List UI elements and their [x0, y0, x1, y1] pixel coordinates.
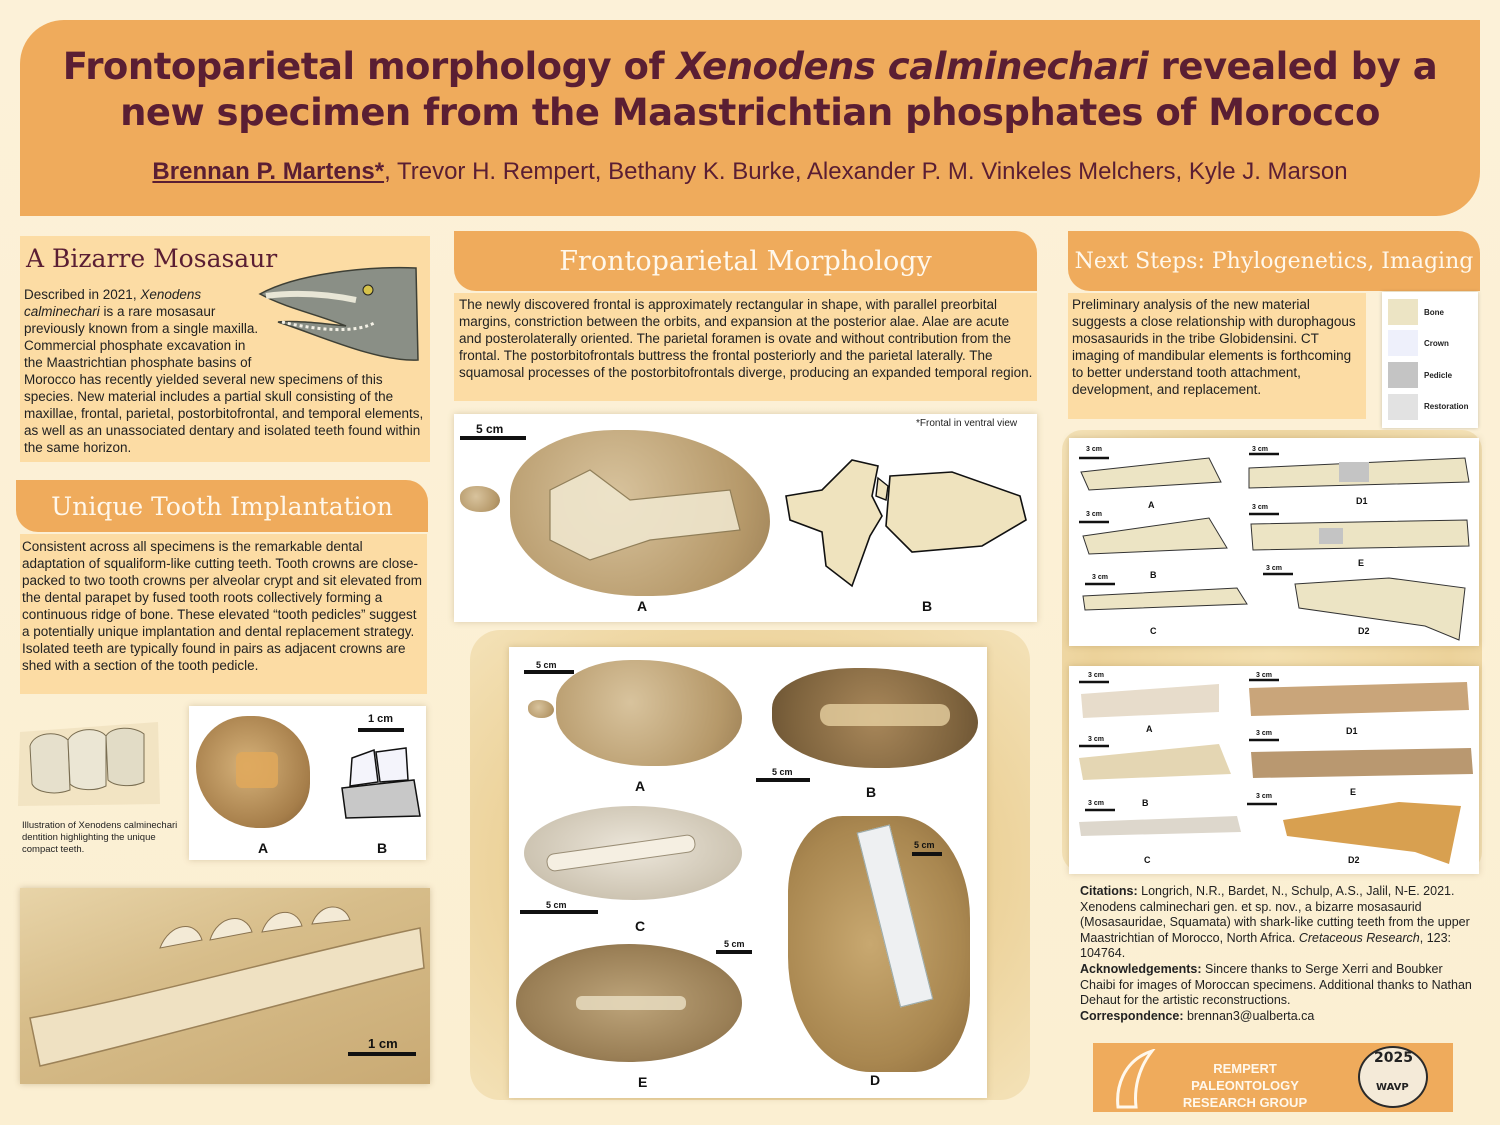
- specimen-c-scale-bar: [520, 910, 598, 914]
- jaw-photo-scale-6: 3 cm: [1256, 793, 1272, 800]
- tooth-body: Consistent across all specimens is the remarkable dental adaptation of squaliform-like cutting teeth. Tooth crowns are close-packed to two tooth crowns per alveolar crypt and sit elevated from the dental parapet by fused tooth roots collectively forming a continuous ridge of bone. These elevated “tooth pedicles” suggest a potentially unique implantation and dental replacement strategy. Isolated teeth are typically found in pairs as adjacent crowns are shed with a section of the tooth pedicle.: [22, 539, 422, 673]
- jaw-diagram-label-b: B: [1150, 570, 1157, 580]
- legend-swatch-restoration: [1388, 394, 1418, 420]
- legend-label-pedicle: Pedicle: [1424, 371, 1453, 380]
- bizarre-heading: A Bizarre Mosasaur: [26, 244, 278, 273]
- jaw-photo-scale-1: 3 cm: [1088, 672, 1104, 679]
- specimen-b-bone: [820, 704, 950, 726]
- specimen-a-fragment: [528, 700, 554, 718]
- wavp-badge-year: 2025: [1374, 1050, 1413, 1066]
- next-body: Preliminary analysis of the new material suggests a close relationship with durophagous mosasaurids in the tribe Globidensini. CT imaging of mandibular elements is forthcoming to better understand tooth attachment, development, and replacement.: [1072, 297, 1356, 397]
- jaw-photo-scale-3: 3 cm: [1088, 800, 1104, 807]
- specimen-d-scale-label: 5 cm: [914, 840, 935, 850]
- specimen-label-a: A: [635, 778, 646, 794]
- citations-block: Citations: Longrich, N.R., Bardet, N., Schulp, A.S., Jalil, N-E. 2021. Xenodens calminechari gen. et sp. nov., a bizarre mosasaurid (Mosasauridae, Squamata) with shark-like cutting teeth from the upper Maastrichtian of Morocco, North Africa. Cretaceous Research, 123: 104764. Acknowledgements: Sincere thanks to Serge Xerri and Boubker Chaibi for images of Moroccan specimens. Additional thanks to Nathan Dehaut for the artistic reconstructions. Correspondence: brennan3@ualberta.ca: [1080, 884, 1472, 1023]
- legend-label-bone: Bone: [1424, 308, 1444, 317]
- specimen-c-scale-label: 5 cm: [546, 900, 567, 910]
- jaw-diagram-scale-3: 3 cm: [1092, 574, 1108, 581]
- jaw-photo-label-d1: D1: [1346, 726, 1358, 736]
- tooth-label-b: B: [377, 840, 388, 856]
- tooth-diagram-b: [338, 746, 422, 822]
- jaw-photo-label-b: B: [1142, 798, 1149, 808]
- legend-swatch-pedicle: [1388, 362, 1418, 388]
- tooth-scale-bar: [358, 728, 404, 732]
- jaw-scale-bar: [348, 1052, 416, 1056]
- frontal-note: *Frontal in ventral view: [916, 418, 1018, 429]
- jaw-photos-drawing: [1069, 666, 1479, 874]
- coauthor-names: , Trevor H. Rempert, Bethany K. Burke, Alexander P. M. Vinkeles Melchers, Kyle J. Marson: [384, 158, 1348, 185]
- poster-title: Frontoparietal morphology of Xenodens calminechari revealed by a new specimen from the Maastrichtian phosphates of Morocco: [62, 45, 1438, 134]
- presenter-name: Brennan P. Martens*: [152, 158, 385, 185]
- jaw-diagram-label-e: E: [1358, 558, 1365, 568]
- specimen-e-scale-bar: [716, 950, 752, 954]
- specimen-a-scale-label: 5 cm: [536, 660, 557, 670]
- tooth-logo-icon: [1112, 1049, 1158, 1109]
- jaw-scale-label: 1 cm: [368, 1036, 398, 1051]
- tooth-crown-a: [236, 752, 278, 788]
- specimen-d-scale-bar: [912, 852, 942, 856]
- fronto-heading: Frontoparietal Morphology: [559, 246, 932, 277]
- tooth-heading: Unique Tooth Implantation: [51, 492, 393, 521]
- research-group-name: REMPERT PALEONTOLOGY RESEARCH GROUP: [1182, 1061, 1308, 1110]
- jaw-photo-label-e: E: [1350, 787, 1357, 797]
- legend-label-crown: Crown: [1424, 339, 1449, 348]
- tooth-illustration: [14, 712, 164, 812]
- jaw-diagram-label-a: A: [1148, 500, 1155, 510]
- jaw-photo-scale-5: 3 cm: [1256, 730, 1272, 737]
- frontal-label-b: B: [922, 598, 933, 614]
- jaw-photo-scale-2: 3 cm: [1088, 736, 1104, 743]
- tooth-scale-label: 1 cm: [368, 713, 394, 725]
- legend-swatch-crown: [1388, 330, 1418, 356]
- specimen-label-e: E: [638, 1074, 648, 1090]
- specimen-a-scale-bar: [524, 670, 574, 674]
- fronto-body: The newly discovered frontal is approximately rectangular in shape, with parallel preorbital margins, constriction between the orbits, and expansion at the posterior alae. Alae are acute and posterolaterally oriented. The parietal foramen is ovate and without contribution from the frontal. The postorbitofrontals buttress the frontal posteriorly and the parietal laterally. The squamosal processes of the postorbitofrontals diverge, producing an expanded temporal region.: [459, 297, 1033, 380]
- jaw-photo-label-d2: D2: [1348, 855, 1360, 865]
- frontal-scale-bar: [460, 436, 526, 440]
- specimen-e-scale-label: 5 cm: [724, 939, 745, 949]
- specimen-label-b: B: [866, 784, 877, 800]
- next-heading: Next Steps: Phylogenetics, Imaging: [1074, 249, 1474, 274]
- frontal-photo-fragment: [460, 486, 500, 512]
- author-list: [60, 158, 1440, 186]
- frontal-label-a: A: [637, 598, 648, 614]
- specimen-b-scale-label: 5 cm: [772, 767, 793, 777]
- specimen-label-c: C: [635, 918, 646, 934]
- jaw-diagram-label-d1: D1: [1356, 496, 1368, 506]
- jaw-diagram-scale-1: 3 cm: [1086, 446, 1102, 453]
- bizarre-body: Described in 2021, Xenodens calminechari is a rare mosasaur previously known from a single maxilla. Commercial phosphate excavation in the Maastrichtian phosphate basins of Morocco has recently yielded several new specimens of this species. New material includes a partial skull consisting of the maxillae, frontal, parietal, postorbitofrontal, and temporal elements, as well as an unassociated dentary and isolated teeth found within the same horizon.: [24, 287, 424, 455]
- specimen-label-d: D: [870, 1072, 881, 1088]
- legend-swatch-bone: [1388, 299, 1418, 325]
- jaw-photo-label-c: C: [1144, 855, 1151, 865]
- jaw-diagram-scale-2: 3 cm: [1086, 511, 1102, 518]
- jaw-diagram-scale-6: 3 cm: [1266, 565, 1282, 572]
- jaw-diagram-scale-5: 3 cm: [1252, 504, 1268, 511]
- jaw-diagram-scale-4: 3 cm: [1252, 446, 1268, 453]
- frontal-line-drawing: [782, 456, 1032, 592]
- specimen-e-bone: [576, 996, 686, 1010]
- jaw-diagram-label-d2: D2: [1358, 626, 1370, 636]
- jaw-photo-label-a: A: [1146, 724, 1153, 734]
- specimen-b-scale-bar: [756, 778, 810, 782]
- tooth-label-a: A: [258, 840, 269, 856]
- wavp-badge-name: WAVP: [1376, 1082, 1409, 1093]
- legend-label-restoration: Restoration: [1424, 402, 1469, 411]
- jaw-diagrams-drawing: [1069, 438, 1479, 646]
- jaw-diagram-label-c: C: [1150, 626, 1157, 636]
- jaw-photo-scale-4: 3 cm: [1256, 672, 1272, 679]
- tooth-caption: Illustration of Xenodens calminechari dentition highlighting the unique compact teeth.: [22, 820, 178, 855]
- frontal-scale-label: 5 cm: [476, 422, 504, 436]
- frontal-photo-bone: [530, 450, 750, 570]
